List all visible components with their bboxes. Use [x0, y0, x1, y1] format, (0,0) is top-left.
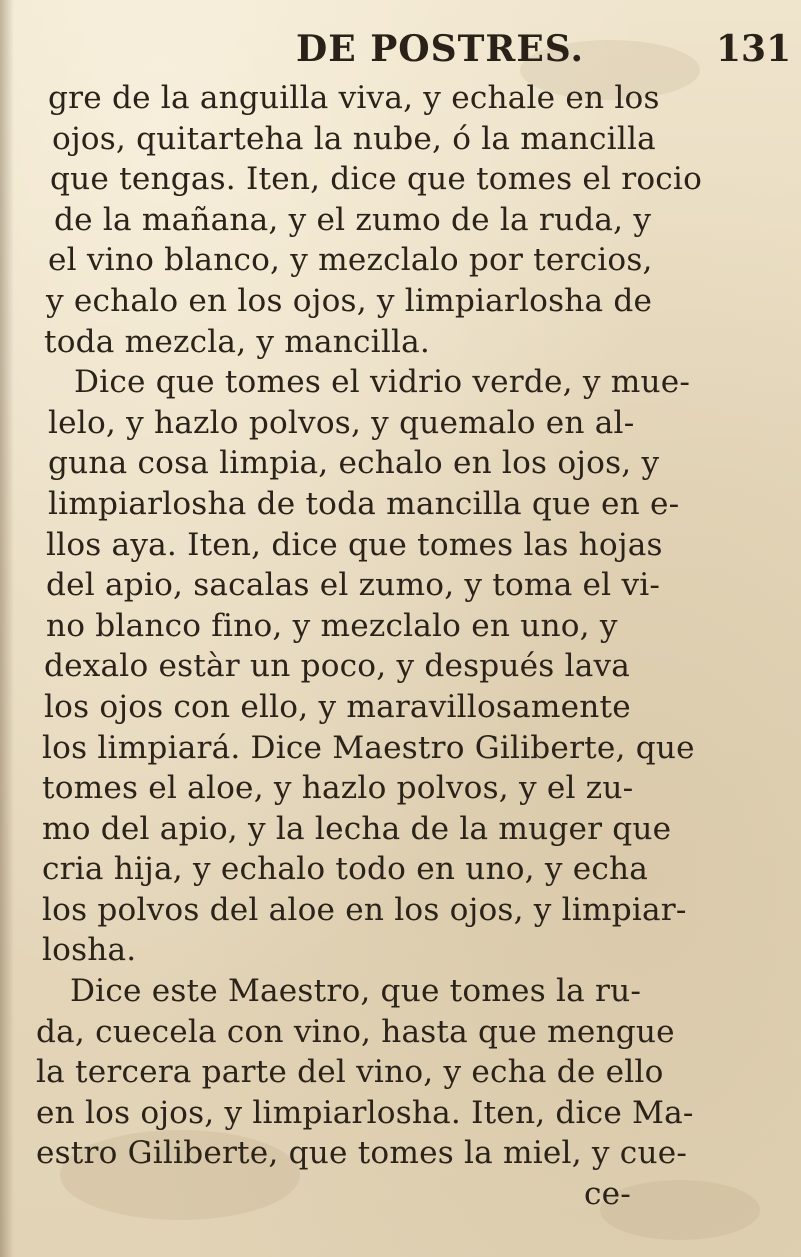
text-line: Dice este Maestro, que tomes la ru-	[70, 973, 642, 1010]
text-line: cria hija, y echalo todo en uno, y echa	[42, 851, 649, 888]
text-line: ojos, quitarteha la nube, ó la mancilla	[52, 120, 656, 157]
text-line: de la mañana, y el zumo de la ruda, y	[54, 201, 652, 238]
text-line: llos aya. Iten, dice que tomes las hojas	[46, 526, 663, 563]
text-line: los limpiará. Dice Maestro Giliberte, que	[42, 729, 695, 766]
text-line: dexalo estàr un poco, y después lava	[44, 648, 631, 685]
text-line: los polvos del aloe en los ojos, y limpiar-	[42, 891, 687, 928]
text-line: lelo, y hazlo polvos, y quemalo en al-	[48, 404, 635, 441]
running-head	[0, 22, 801, 76]
text-line: ce-	[584, 1176, 631, 1213]
text-line: Dice que tomes el vidrio verde, y mue-	[74, 364, 691, 401]
text-line: da, cuecela con vino, hasta que mengue	[36, 1013, 675, 1050]
text-line: los ojos con ello, y maravillosamente	[44, 688, 631, 725]
text-line: y echalo en los ojos, y limpiarlosha de	[46, 282, 653, 319]
text-line: losha.	[42, 932, 137, 969]
text-line: toda mezcla, y mancilla.	[44, 323, 431, 360]
page-gutter-shadow	[0, 0, 14, 1257]
text-line: tomes el aloe, y hazlo polvos, y el zu-	[42, 770, 634, 807]
text-line: mo del apio, y la lecha de la muger que	[42, 810, 672, 847]
text-line: gre de la anguilla viva, y echale en los	[48, 80, 660, 116]
text-line: no blanco fino, y mezclalo en uno, y	[46, 607, 618, 644]
text-line: del apio, sacalas el zumo, y toma el vi-	[46, 567, 661, 604]
text-line: en los ojos, y limpiarlosha. Iten, dice Ma-	[36, 1094, 694, 1131]
text-line: guna cosa limpia, echalo en los ojos, y	[48, 445, 660, 482]
text-line: la tercera parte del vino, y echa de ello	[36, 1054, 664, 1091]
body-text	[28, 78, 788, 1215]
text-line: estro Giliberte, que tomes la miel, y cue-	[36, 1135, 688, 1172]
text-line: que tengas. Iten, dice que tomes el rocio	[50, 161, 703, 198]
text-line: limpiarlosha de toda mancilla que en e-	[48, 485, 680, 522]
text-line: el vino blanco, y mezclalo por tercios,	[48, 242, 653, 279]
running-head-title: DE POSTRES.	[296, 28, 585, 70]
page-number: 131	[716, 28, 792, 70]
